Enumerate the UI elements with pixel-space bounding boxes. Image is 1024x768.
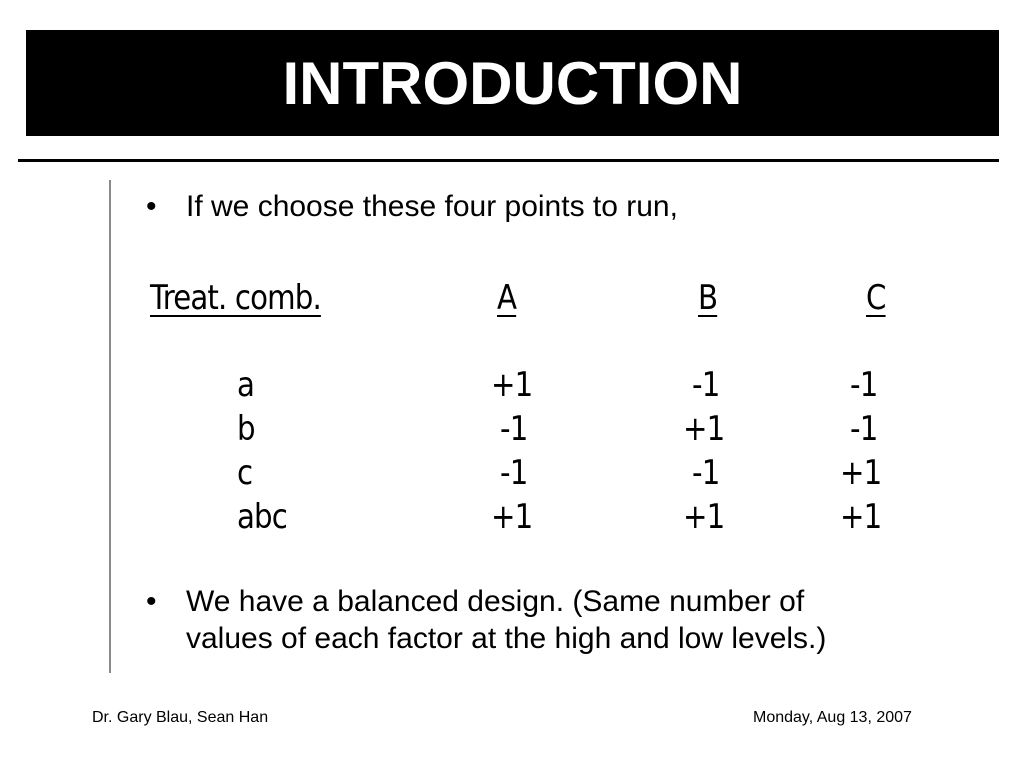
table-cell-c: -1 <box>850 409 878 449</box>
table-cell-a: +1 <box>491 365 533 405</box>
footer-date: Monday, Aug 13, 2007 <box>753 709 912 726</box>
table-cell-a: +1 <box>491 497 533 537</box>
table-cell-c: +1 <box>840 453 882 493</box>
table-header-a: A <box>497 278 517 318</box>
table-cell-treat: abc <box>237 497 287 537</box>
table-cell-a: -1 <box>500 409 528 449</box>
table-cell-c: -1 <box>850 365 878 405</box>
table-cell-b: -1 <box>692 365 720 405</box>
table-header-c: C <box>866 278 886 318</box>
bullet-item <box>146 583 966 663</box>
table-cell-b: +1 <box>683 409 725 449</box>
bullet-marker: • <box>146 190 157 223</box>
slide-title-bar <box>26 30 999 136</box>
bullet-item <box>146 188 966 228</box>
table-cell-treat: c <box>237 453 253 493</box>
footer-authors: Dr. Gary Blau, Sean Han <box>92 709 269 726</box>
left-vertical-rule <box>109 180 111 673</box>
table-cell-b: +1 <box>683 497 725 537</box>
table-header-treat-comb: Treat. comb. <box>150 278 321 318</box>
bullet-text-line: We have a balanced design. (Same number of <box>186 585 805 618</box>
table-cell-treat: a <box>237 365 255 405</box>
bullet-text-line: values of each factor at the high and low levels.) <box>186 622 827 655</box>
table-cell-a: -1 <box>500 453 528 493</box>
table-cell-c: +1 <box>840 497 882 537</box>
table-cell-b: -1 <box>692 453 720 493</box>
bullet-marker: • <box>146 585 157 618</box>
bullet-text-line: If we choose these four points to run, <box>186 190 678 223</box>
table-header-b: B <box>698 278 718 318</box>
table-cell-treat: b <box>237 409 255 449</box>
slide-title: INTRODUCTION <box>282 50 743 117</box>
title-divider <box>18 159 999 162</box>
